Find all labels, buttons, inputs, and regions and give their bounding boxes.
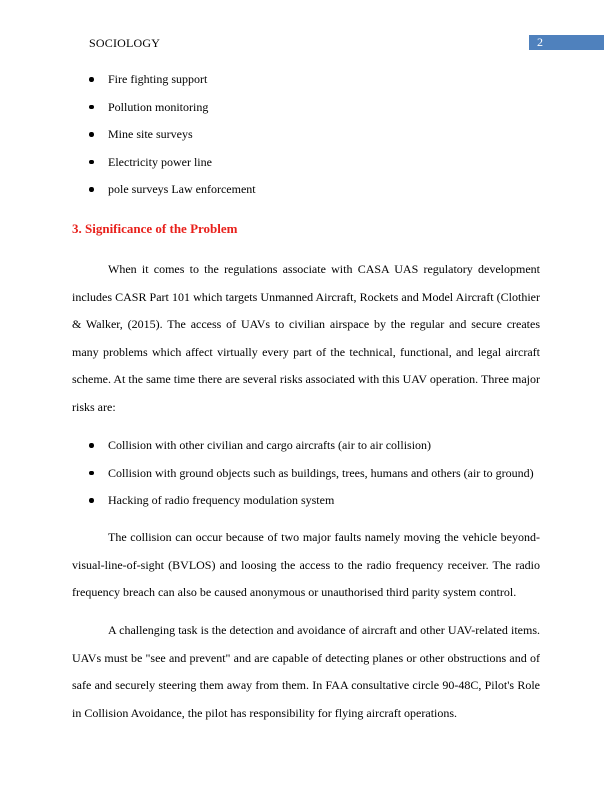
body-paragraph: A challenging task is the detection and avoidance of aircraft and other UAV-related items. UAVs must be "see and prevent" and are capable of detecting planes or other obstructions and of safe and securely steering them away from them. In FAA consultative circle 90-48C, Pilot's Role in Collision Avoidance, the pilot has responsibility for flying aircraft operations. xyxy=(72,623,540,720)
bullet-icon xyxy=(89,77,94,82)
bullet-icon xyxy=(89,160,94,165)
body-paragraph: The collision can occur because of two major faults namely moving the vehicle beyond-visual-line-of-sight (BVLOS) and loosing the access to the radio frequency receiver. The radio frequency breach can also be caused anonymous or unauthorised third parity system control. xyxy=(72,530,540,599)
uav-applications-list xyxy=(0,72,612,210)
bullet-icon xyxy=(89,443,94,448)
bullet-icon xyxy=(89,498,94,503)
list-item: Collision with ground objects such as buildings, trees, humans and others (air to ground) xyxy=(0,466,612,494)
page-number-badge xyxy=(529,35,604,50)
page-number: 2 xyxy=(537,35,543,49)
list-item: Mine site surveys xyxy=(0,127,612,155)
bullet-icon xyxy=(89,187,94,192)
bullet-icon xyxy=(89,471,94,476)
list-item: Collision with other civilian and cargo aircrafts (air to air collision) xyxy=(0,438,612,466)
section-heading: 3. Significance of the Problem xyxy=(72,221,238,236)
list-item: Fire fighting support xyxy=(0,72,612,100)
list-item: Pollution monitoring xyxy=(0,100,612,128)
body-paragraph: When it comes to the regulations associate with CASA UAS regulatory development includes CASR Part 101 which targets Unmanned Aircraft, Rockets and Model Aircraft (Clothier & Walker, (2015). The access of UAVs to civilian airspace by the regular and secure creates many problems which affect virtually every part of the technical, functional, and legal aircraft scheme. At the same time there are several risks associated with this UAV operation. Three major risks are: xyxy=(72,262,540,414)
bullet-icon xyxy=(89,132,94,137)
list-item: pole surveys Law enforcement xyxy=(0,182,612,210)
bullet-icon xyxy=(89,105,94,110)
list-item: Electricity power line xyxy=(0,155,612,183)
list-item: Hacking of radio frequency modulation system xyxy=(0,493,612,521)
running-header-title: SOCIOLOGY xyxy=(89,36,161,50)
risks-list xyxy=(0,438,612,521)
